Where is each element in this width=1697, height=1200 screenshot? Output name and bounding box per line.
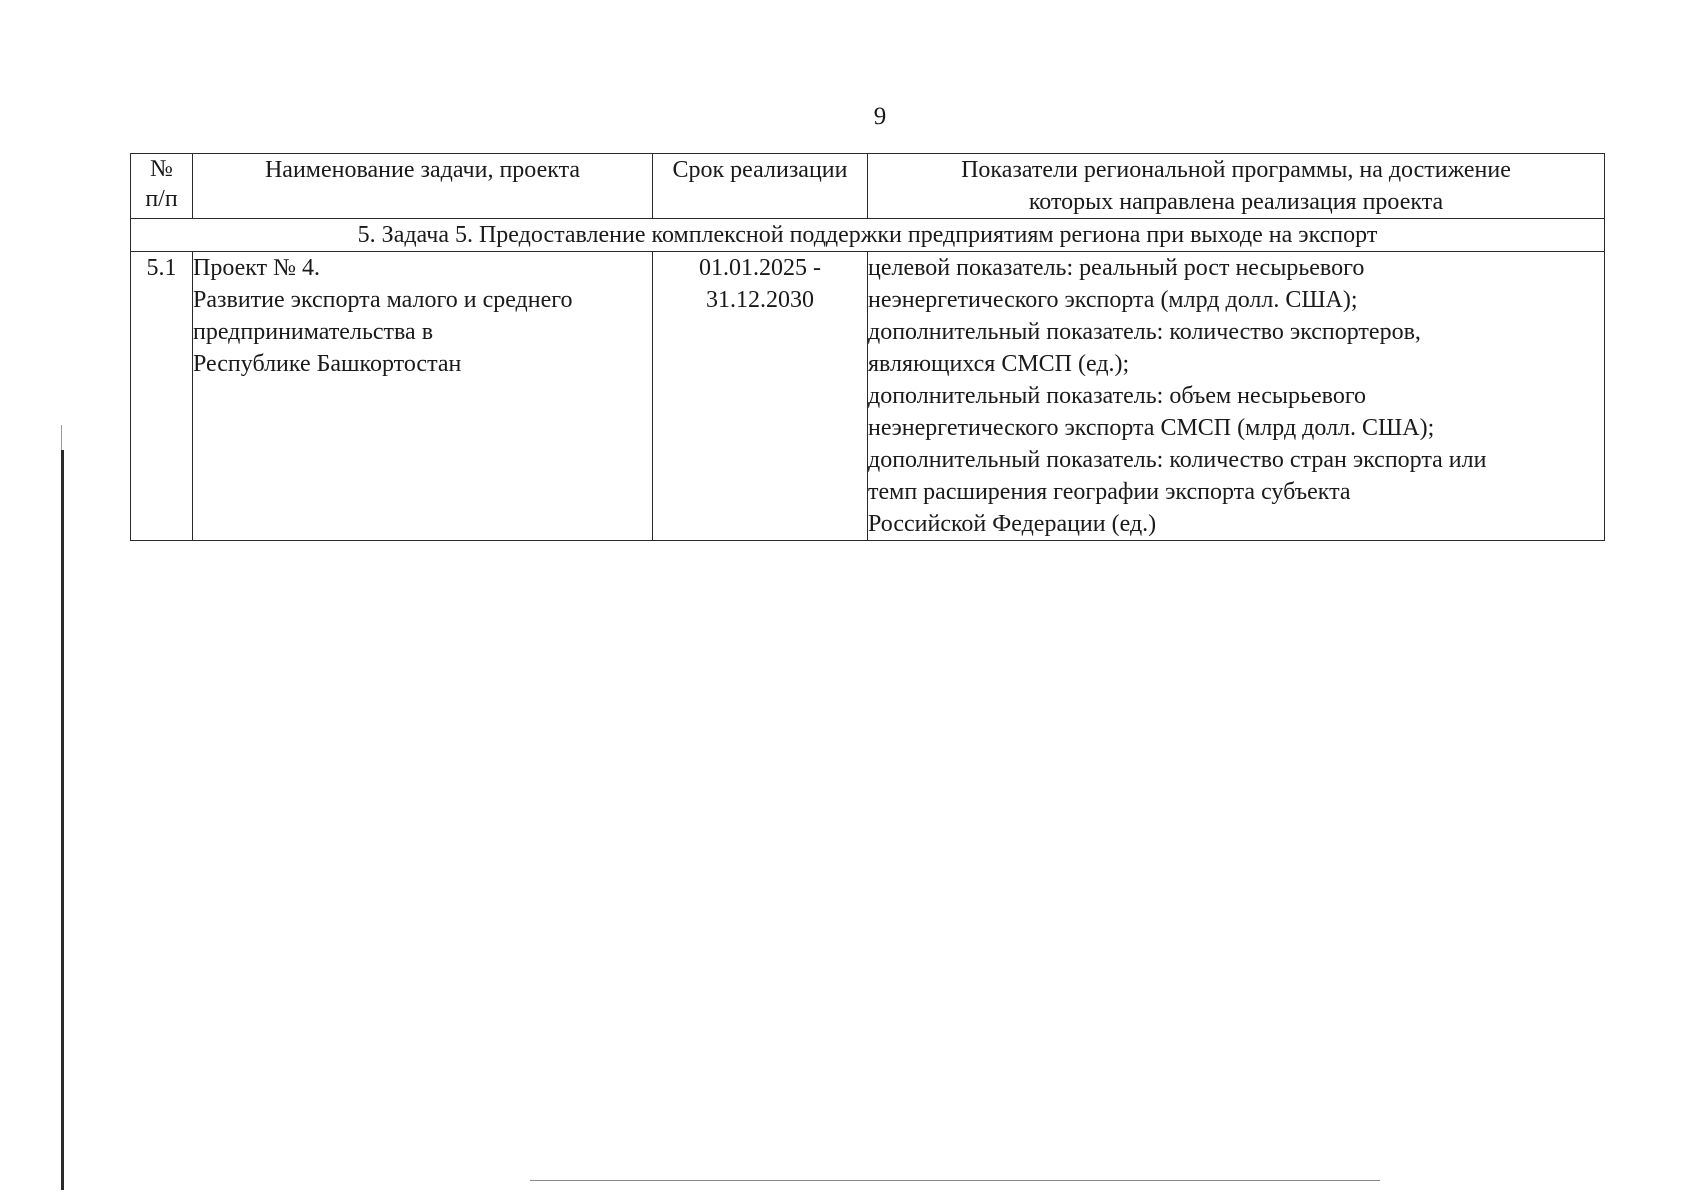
task-row: [131, 219, 1605, 252]
term-start: 01.01.2025 -: [699, 255, 821, 281]
header-row: [131, 154, 1605, 219]
indicator-line: темп расширения географии экспорта субъекта: [868, 479, 1351, 505]
project-name: [193, 252, 653, 541]
project-name-line: Развитие экспорта малого и среднего: [193, 287, 573, 313]
table-row: [131, 252, 1605, 541]
project-name-line: предпринимательства в: [193, 319, 434, 345]
indicator-line: неэнергетического экспорта (млрд долл. США);: [868, 287, 1358, 313]
indicator-line: дополнительный показатель: количество экспортеров,: [868, 319, 1421, 345]
header-indicators-line-2: которых направлена реализация проекта: [1028, 189, 1444, 215]
indicator-line: являющихся СМСП (ед.);: [868, 351, 1130, 377]
indicator-line: неэнергетического экспорта СМСП (млрд долл. США);: [868, 415, 1435, 441]
project-name-line: Проект № 4.: [193, 255, 321, 281]
task-title: 5. Задача 5. Предоставление комплексной поддержки предприятиям региона при выходе на экспорт: [131, 219, 1605, 252]
term-end: 31.12.2030: [706, 287, 814, 313]
header-number-symbol: №: [150, 156, 173, 182]
row-number: 5.1: [131, 252, 193, 541]
page-number: 9: [873, 103, 887, 130]
indicator-line: дополнительный показатель: количество стран экспорта или: [868, 447, 1487, 473]
indicator-line: целевой показатель: реальный рост несырьевого: [868, 255, 1365, 281]
header-term: Срок реализации: [653, 154, 868, 219]
header-number-abbrev: п/п: [145, 186, 178, 212]
binding-edge-line: [61, 450, 64, 1190]
header-name: Наименование задачи, проекта: [193, 154, 653, 219]
header-indicators: [868, 154, 1605, 219]
header-number: [131, 154, 193, 219]
indicator-line: дополнительный показатель: объем несырьевого: [868, 383, 1367, 409]
project-name-line: Республике Башкортостан: [193, 351, 462, 377]
indicator-line: Российской Федерации (ед.): [868, 511, 1157, 537]
implementation-term: [653, 252, 868, 541]
header-indicators-line-1: Показатели региональной программы, на достижение: [961, 157, 1511, 183]
footer-rule: [530, 1180, 1380, 1181]
program-indicators: [868, 252, 1605, 541]
program-table: [130, 153, 1605, 541]
